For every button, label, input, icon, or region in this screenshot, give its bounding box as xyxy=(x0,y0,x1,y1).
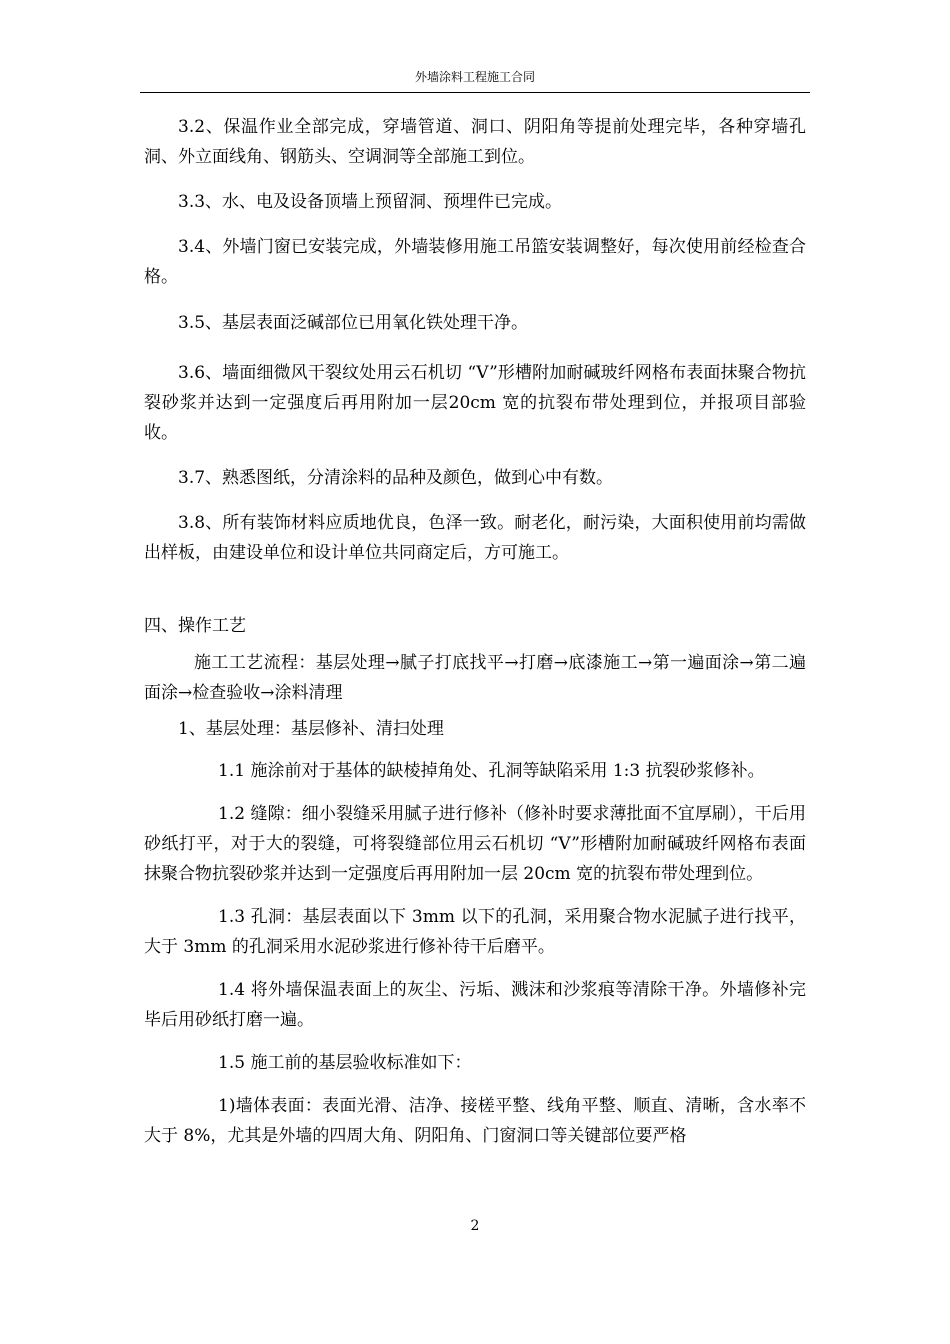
header-title: 外墙涂料工程施工合同 xyxy=(414,70,535,84)
paragraph-3-8: 3.8、所有装饰材料应质地优良，色泽一致。耐老化，耐污染，大面积使用前均需做出样板，由建设单位和设计单位共同商定后，方可施工。 xyxy=(144,513,806,563)
paragraph-3-5: 3.5、基层表面泛碱部位已用氧化铁处理干净。 xyxy=(178,313,529,333)
step-1-5: 1.5 施工前的基层验收标准如下： xyxy=(218,1053,472,1073)
process-flow: 施工工艺流程：基层处理→腻子打底找平→打磨→底漆施工→第一遍面涂→第二遍面涂→检查验收→涂料清理 xyxy=(144,653,806,703)
paragraph-3-4: 3.4、外墙门窗已安装完成，外墙装修用施工吊篮安装调整好，每次使用前经检查合格。 xyxy=(144,237,806,287)
step-1-2: 1.2 缝隙：细小裂缝采用腻子进行修补（修补时要求薄批面不宜厚刷），干后用砂纸打平，对于大的裂缝，可将裂缝部位用云石机切 “V”形槽附加耐碱玻纤网格布表面抹聚合物抗裂砂浆并达到一定强度后再用附加一层 20cm 宽的抗裂布带处理到位。 xyxy=(144,804,806,884)
step-1-1: 1.1 施涂前对于基体的缺棱掉角处、孔洞等缺陷采用 1:3 抗裂砂浆修补。 xyxy=(218,761,765,781)
paragraph-3-3: 3.3、水、电及设备顶墙上预留洞、预埋件已完成。 xyxy=(178,192,563,212)
paragraph-3-2: 3.2、保温作业全部完成，穿墙管道、洞口、阴阳角等提前处理完毕，各种穿墙孔洞、外立面线角、钢筋头、空调洞等全部施工到位。 xyxy=(144,117,806,167)
page-header xyxy=(140,70,810,93)
step-1-heading: 1、基层处理：基层修补、清扫处理 xyxy=(178,719,444,739)
standard-item-1: 1)墙体表面：表面光滑、洁净、接槎平整、线角平整、顺直、清晰，含水率不大于 8%，尤其是外墙的四周大角、阴阳角、门窗洞口等关键部位要严格 xyxy=(144,1096,806,1146)
section-heading-4: 四、操作工艺 xyxy=(144,616,246,636)
paragraph-3-7: 3.7、熟悉图纸，分清涂料的品种及颜色，做到心中有数。 xyxy=(178,468,614,488)
page-number: 2 xyxy=(470,1218,480,1234)
step-1-3: 1.3 孔洞：基层表面以下 3mm 以下的孔洞，采用聚合物水泥腻子进行找平，大于 3mm 的孔洞采用水泥砂浆进行修补待干后磨平。 xyxy=(144,907,806,957)
paragraph-3-6: 3.6、墙面细微风干裂纹处用云石机切 “V”形槽附加耐碱玻纤网格布表面抹聚合物抗裂砂浆并达到一定强度后再用附加一层20cm 宽的抗裂布带处理到位，并报项目部验收。 xyxy=(144,363,806,443)
step-1-4: 1.4 将外墙保温表面上的灰尘、污垢、溅沫和沙浆痕等清除干净。外墙修补完毕后用砂纸打磨一遍。 xyxy=(144,980,806,1030)
document-body xyxy=(144,112,806,1151)
